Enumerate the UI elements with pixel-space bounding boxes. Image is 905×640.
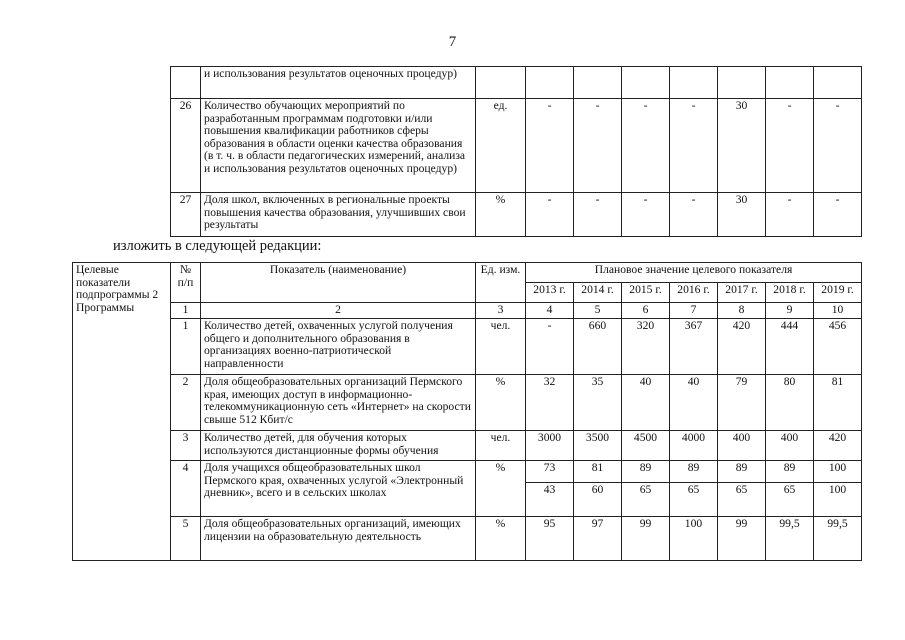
- value-cell: 97: [574, 517, 622, 561]
- col-num-header: № п/п: [171, 263, 201, 303]
- table-row: [171, 99, 862, 193]
- table-row: [73, 319, 862, 375]
- value-cell: 420: [718, 319, 766, 375]
- value-cell: 60: [574, 483, 622, 517]
- unit-cell: чел.: [476, 319, 526, 375]
- row-number: 26: [171, 99, 201, 193]
- col-index: 8: [718, 303, 766, 319]
- value-cell: -: [670, 99, 718, 193]
- value-cell: 65: [670, 483, 718, 517]
- col-plan-header: Плановое значение целевого показателя: [526, 263, 862, 283]
- value-cell: -: [526, 99, 574, 193]
- value-cell: 99: [622, 517, 670, 561]
- year-header: 2019 г.: [814, 283, 862, 303]
- value-cell: 65: [718, 483, 766, 517]
- value-cell: 73: [526, 461, 574, 483]
- value-cell: -: [766, 193, 814, 237]
- year-header: 2014 г.: [574, 283, 622, 303]
- new-indicators-table: [72, 262, 862, 561]
- col-index: 2: [201, 303, 476, 319]
- value-cell: 400: [718, 431, 766, 461]
- col-index: 5: [574, 303, 622, 319]
- col-index: 9: [766, 303, 814, 319]
- value-cell: 4000: [670, 431, 718, 461]
- col-name-header: Показатель (наименование): [201, 263, 476, 303]
- value-cell: [670, 67, 718, 99]
- value-cell: [718, 67, 766, 99]
- value-cell: 40: [670, 375, 718, 431]
- value-cell: 65: [622, 483, 670, 517]
- value-cell: 43: [526, 483, 574, 517]
- left-label: Целевые показатели подпрограммы 2 Программы: [73, 263, 171, 561]
- value-cell: -: [622, 193, 670, 237]
- value-cell: 3000: [526, 431, 574, 461]
- value-cell: 81: [814, 375, 862, 431]
- value-cell: 89: [766, 461, 814, 483]
- col-index: 7: [670, 303, 718, 319]
- unit-cell: %: [476, 461, 526, 517]
- indicator-name: Доля общеобразовательных организаций, имеющих лицензии на образовательную деятельность: [201, 517, 476, 561]
- value-cell: [622, 67, 670, 99]
- value-cell: 89: [622, 461, 670, 483]
- value-cell: -: [526, 319, 574, 375]
- value-cell: 4500: [622, 431, 670, 461]
- value-cell: 99: [718, 517, 766, 561]
- value-cell: -: [526, 193, 574, 237]
- indicator-name: Доля общеобразовательных организаций Пермского края, имеющих доступ в информационно-телекоммуникационную сеть «Интернет» на скорости свыше 512 Кбит/с: [201, 375, 476, 431]
- value-cell: [526, 67, 574, 99]
- col-index: 10: [814, 303, 862, 319]
- value-cell: 30: [718, 99, 766, 193]
- old-indicators-table: [170, 66, 862, 237]
- col-index: 6: [622, 303, 670, 319]
- value-cell: 660: [574, 319, 622, 375]
- row-number: 3: [171, 431, 201, 461]
- col-unit-header: Ед. изм.: [476, 263, 526, 303]
- unit-cell: [476, 67, 526, 99]
- value-cell: -: [814, 193, 862, 237]
- table-row: [171, 193, 862, 237]
- row-number: 5: [171, 517, 201, 561]
- value-cell: -: [574, 99, 622, 193]
- row-number: 1: [171, 319, 201, 375]
- value-cell: 444: [766, 319, 814, 375]
- table-row: [73, 461, 862, 483]
- value-cell: 32: [526, 375, 574, 431]
- indicator-name: Количество детей, для обучения которых используются дистанционные формы обучения: [201, 431, 476, 461]
- indicator-name: Количество детей, охваченных услугой получения общего и дополнительного образования в организациях военно-патриотической направленности: [201, 319, 476, 375]
- value-cell: 400: [766, 431, 814, 461]
- value-cell: 100: [814, 483, 862, 517]
- value-cell: 99,5: [814, 517, 862, 561]
- value-cell: 420: [814, 431, 862, 461]
- unit-cell: ед.: [476, 99, 526, 193]
- col-index: 1: [171, 303, 201, 319]
- header-row: [73, 263, 862, 283]
- row-number: [171, 67, 201, 99]
- value-cell: 100: [670, 517, 718, 561]
- value-cell: 456: [814, 319, 862, 375]
- row-number: 27: [171, 193, 201, 237]
- year-header: 2013 г.: [526, 283, 574, 303]
- value-cell: -: [670, 193, 718, 237]
- value-cell: 80: [766, 375, 814, 431]
- value-cell: -: [574, 193, 622, 237]
- value-cell: 89: [670, 461, 718, 483]
- value-cell: 79: [718, 375, 766, 431]
- page-number: 7: [448, 34, 457, 50]
- row-number: 4: [171, 461, 201, 517]
- value-cell: 35: [574, 375, 622, 431]
- value-cell: 3500: [574, 431, 622, 461]
- value-cell: 81: [574, 461, 622, 483]
- value-cell: 65: [766, 483, 814, 517]
- col-index: 3: [476, 303, 526, 319]
- unit-cell: чел.: [476, 431, 526, 461]
- row-number: 2: [171, 375, 201, 431]
- table-row: [73, 431, 862, 461]
- value-cell: 30: [718, 193, 766, 237]
- year-header: 2018 г.: [766, 283, 814, 303]
- indicator-name: Доля школ, включенных в региональные проекты повышения качества образования, улучшивших свои результаты: [201, 193, 476, 237]
- unit-cell: %: [476, 375, 526, 431]
- year-header: 2017 г.: [718, 283, 766, 303]
- col-index: 4: [526, 303, 574, 319]
- lead-text: изложить в следующей редакции:: [113, 238, 322, 254]
- indicator-name: Доля учащихся общеобразовательных школ Пермского края, охваченных услугой «Электронный дневник», всего и в сельских школах: [201, 461, 476, 517]
- indicator-name: и использования результатов оценочных процедур): [201, 67, 476, 99]
- value-cell: [766, 67, 814, 99]
- table-row: [73, 375, 862, 431]
- year-header: 2016 г.: [670, 283, 718, 303]
- year-header: 2015 г.: [622, 283, 670, 303]
- value-cell: 40: [622, 375, 670, 431]
- value-cell: -: [622, 99, 670, 193]
- value-cell: 320: [622, 319, 670, 375]
- index-row: [73, 303, 862, 319]
- value-cell: [814, 67, 862, 99]
- table-row: [171, 67, 862, 99]
- value-cell: 89: [718, 461, 766, 483]
- table-row: [73, 517, 862, 561]
- value-cell: 367: [670, 319, 718, 375]
- value-cell: 99,5: [766, 517, 814, 561]
- value-cell: -: [766, 99, 814, 193]
- value-cell: -: [814, 99, 862, 193]
- unit-cell: %: [476, 517, 526, 561]
- value-cell: 95: [526, 517, 574, 561]
- indicator-name: Количество обучающих мероприятий по разработанным программам подготовки и/или повышения квалификации работников сферы образования в области оценки качества образования (в т. ч. в области педагогических измерений, анализа и использования результатов оценочных процедур): [201, 99, 476, 193]
- value-cell: [574, 67, 622, 99]
- value-cell: 100: [814, 461, 862, 483]
- unit-cell: %: [476, 193, 526, 237]
